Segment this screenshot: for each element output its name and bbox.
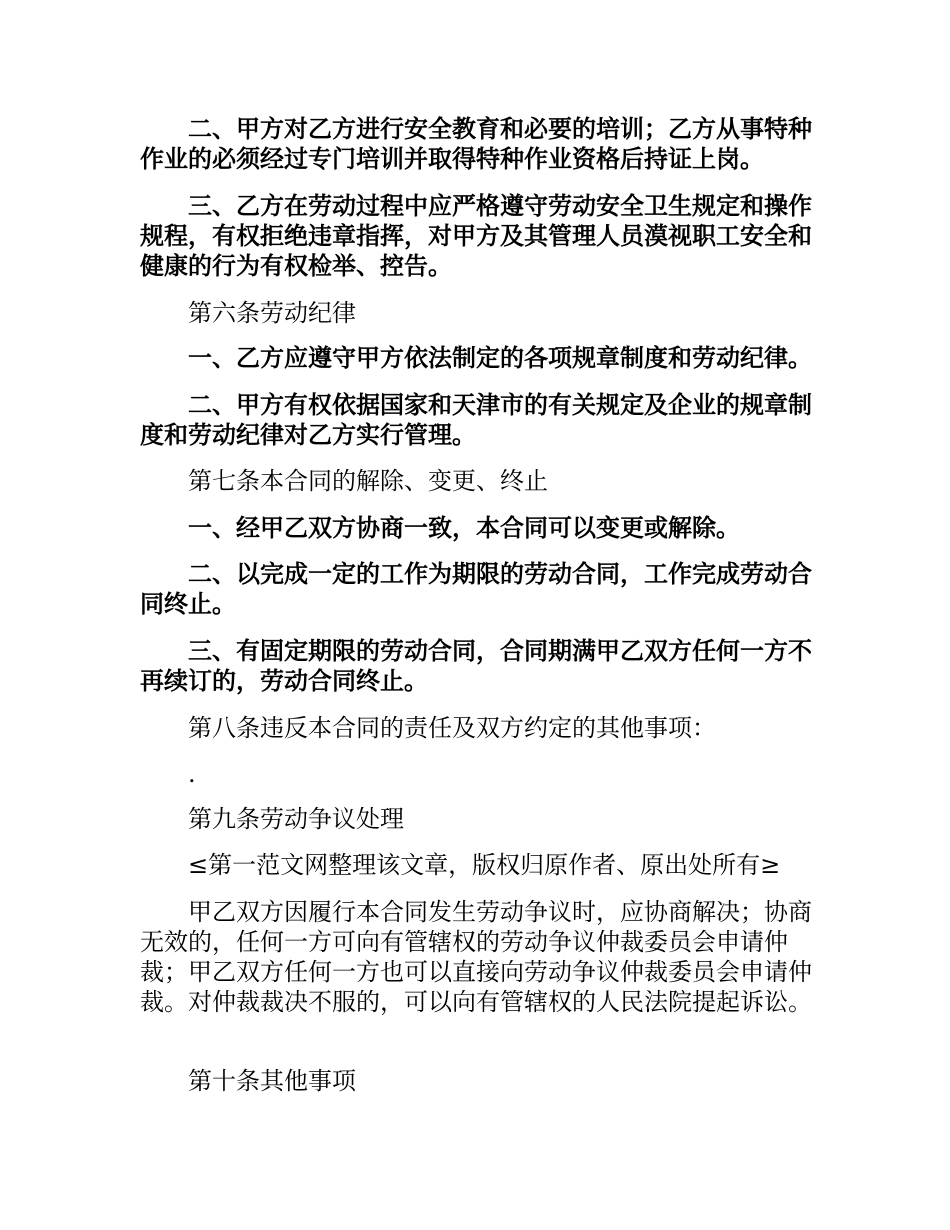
article-9-body: 甲乙双方因履行本合同发生劳动争议时，应协商解决；协商无效的，任何一方可向有管辖权的劳动争议仲裁委员会申请仲裁；甲乙双方任何一方也可以直接向劳动争议仲裁委员会申请仲裁。对仲裁裁决不服的，可以向有管辖权的人民法院提起诉讼。 xyxy=(140,898,812,1016)
clause-6-item-2: 二、甲方有权依据国家和天津市的有关规定及企业的规章制度和劳动纪律对乙方实行管理。 xyxy=(140,390,812,449)
clause-7-item-3: 三、有固定期限的劳动合同，合同期满甲乙双方任何一方不再续订的，劳动合同终止。 xyxy=(140,636,812,695)
article-8-body: . xyxy=(188,760,196,788)
article-8-heading: 第八条违反本合同的责任及双方约定的其他事项： xyxy=(188,714,716,742)
article-7-heading: 第七条本合同的解除、变更、终止 xyxy=(188,467,548,495)
clause-5-item-2: 二、甲方对乙方进行安全教育和必要的培训；乙方从事特种作业的必须经过专门培训并取得特种作业资格后持证上岗。 xyxy=(140,114,812,173)
article-10-heading: 第十条其他事项 xyxy=(188,1067,356,1095)
source-notice: ≤第一范文网整理该文章，版权归原作者、原出处所有≥ xyxy=(188,851,781,879)
article-9-heading: 第九条劳动争议处理 xyxy=(188,805,404,833)
clause-7-item-1: 一、经甲乙双方协商一致，本合同可以变更或解除。 xyxy=(188,513,740,542)
clause-7-item-2: 二、以完成一定的工作为期限的劳动合同，工作完成劳动合同终止。 xyxy=(140,559,812,618)
article-6-heading: 第六条劳动纪律 xyxy=(188,299,356,327)
clause-6-item-1: 一、乙方应遵守甲方依法制定的各项规章制度和劳动纪律。 xyxy=(188,343,812,372)
clause-5-item-3: 三、乙方在劳动过程中应严格遵守劳动安全卫生规定和操作规程，有权拒绝违章指挥，对甲方及其管理人员漠视职工安全和健康的行为有权检举、控告。 xyxy=(140,191,812,280)
